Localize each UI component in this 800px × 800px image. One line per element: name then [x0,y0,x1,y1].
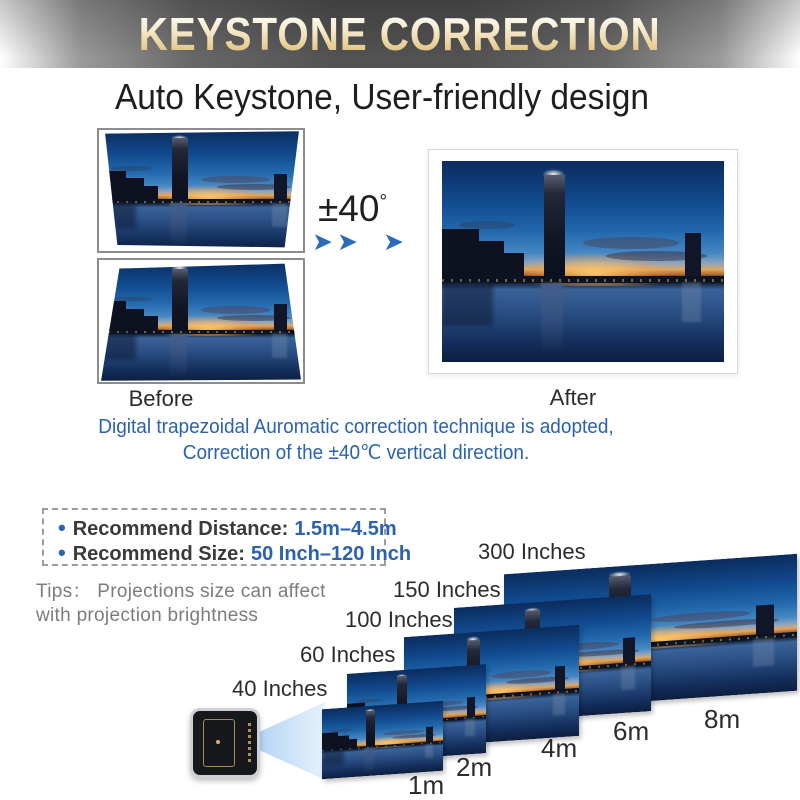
building-silhouette [555,666,566,691]
banner-title: KEYSTONE CORRECTION [138,8,662,60]
bullet-icon: • [58,540,66,565]
buildings-reflection [99,203,136,230]
arrow-icon: ➤ [383,228,404,256]
recommend-distance-row [58,515,397,540]
cloud [583,237,679,249]
tips-line-2: with projection brightness [36,605,259,626]
description-text [18,414,694,466]
cityscape-photo [99,260,303,382]
right-tower-reflection [753,638,774,667]
angle-label: ±40° [318,188,388,229]
recommend-distance-label: Recommend Distance: [72,518,289,540]
page-title: Auto Keystone, User-friendly design [114,76,650,117]
before-image-top [97,128,305,253]
tower-reflection [541,283,564,351]
building-silhouette [623,637,635,664]
skyscraper-silhouette [366,710,375,746]
recommend-box [42,508,412,566]
building-silhouette [426,727,433,743]
right-tower-reflection [553,692,565,715]
tower-reflection [170,203,186,244]
description-line-1: Digital trapezoidal Auromatic correction technique is adopted, [98,416,614,438]
tower-reflection [364,748,374,772]
arrow-icon: ➤ [337,228,358,256]
right-tower-reflection [465,718,475,736]
trapezoid-photo-top [99,130,303,251]
before-label: Before [128,386,194,411]
tower-reflection [170,334,186,375]
tips-text [36,580,346,628]
right-tower-reflection [272,333,286,357]
projector-beam [253,702,325,780]
cityscape-photo [99,130,303,251]
projection-screen-40 [322,701,443,779]
size-label-300: 300 Inches [478,539,586,564]
building-silhouette [140,316,158,331]
tips-line-1: Tips： Projections size can affect [36,581,326,602]
projector-brand-strip [248,723,251,764]
projector-device [190,708,260,778]
description-line-2: Correction of the ±40℃ vertical direction. [182,442,530,464]
trapezoid-photo-bottom [99,260,303,382]
size-label-150: 150 Inches [393,577,501,602]
distance-label-4m: 4m [541,733,578,763]
cloud [201,306,270,313]
after-label: After [549,385,597,410]
distance-label-1m: 1m [408,770,445,800]
before-image-bottom [97,258,305,384]
after-image-frame [428,149,738,374]
after-photo [442,161,724,362]
buildings-reflection [442,282,493,326]
cloud [459,221,515,229]
arrow-icon: ➤ [312,228,333,256]
building-silhouette [498,253,523,277]
recommend-size-label: Recommend Size: [72,543,245,565]
size-label-100: 100 Inches [345,607,453,632]
building-silhouette [274,174,286,201]
right-tower-reflection [682,282,702,322]
distance-label-2m: 2m [456,752,493,782]
screen-photo [322,701,443,779]
building-silhouette [685,233,702,277]
right-tower-reflection [272,203,286,227]
skyscraper-silhouette [544,175,565,278]
skyscraper-silhouette [172,138,187,200]
building-silhouette [467,697,475,717]
buildings-reflection [99,333,136,360]
size-label-40: 40 Inches [232,676,328,701]
cloud [201,176,270,183]
right-tower-reflection [621,665,635,689]
recommend-size-row [58,540,412,565]
cityscape-photo [442,161,724,362]
bullet-icon: • [58,515,66,540]
distance-label-8m: 8m [704,704,741,734]
top-banner [0,0,800,68]
cityscape-photo [322,701,443,779]
right-tower-reflection [425,743,433,758]
buildings-reflection [322,750,344,767]
building-silhouette [756,605,774,636]
skyscraper-silhouette [172,269,187,331]
recommend-distance-value: 1.5m–4.5m [294,518,397,540]
size-label-60: 60 Inches [300,642,396,667]
building-silhouette [274,304,286,331]
recommend-size-value: 50 Inch–120 Inch [250,543,412,565]
distance-label-6m: 6m [613,716,650,746]
